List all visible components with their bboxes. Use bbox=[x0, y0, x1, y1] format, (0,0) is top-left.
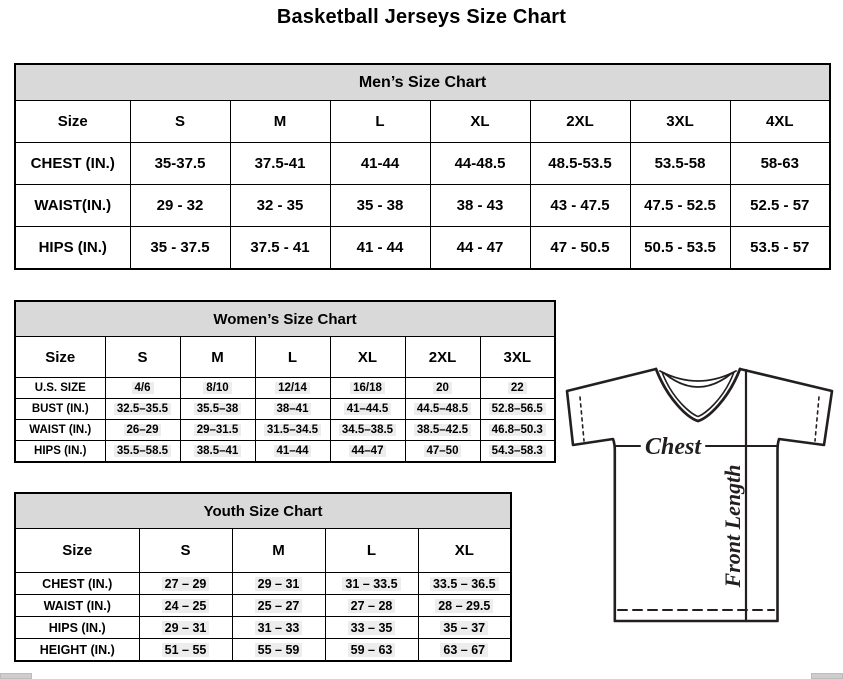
chest-label: Chest bbox=[644, 434, 702, 460]
cell-value: 52.8–56.5 bbox=[489, 403, 546, 415]
cell-value: 35.5–58.5 bbox=[114, 445, 171, 457]
youth-col-header: S bbox=[139, 529, 232, 573]
cell-value: 25 – 27 bbox=[255, 599, 303, 613]
youth-cell bbox=[232, 573, 325, 595]
cell-value: 55 – 59 bbox=[255, 643, 303, 657]
womens-cell bbox=[330, 441, 405, 463]
scroll-right-button[interactable] bbox=[811, 673, 843, 679]
mens-chart-title: Men’s Size Chart bbox=[15, 64, 830, 101]
table-row bbox=[15, 441, 555, 463]
cell-value: 35 – 37 bbox=[440, 621, 488, 635]
mens-row-label: WAIST(IN.) bbox=[15, 185, 130, 227]
mens-cell: 47 - 50.5 bbox=[530, 227, 630, 270]
mens-cell: 38 - 43 bbox=[430, 185, 530, 227]
womens-col-header: XL bbox=[330, 337, 405, 378]
mens-cell: 29 - 32 bbox=[130, 185, 230, 227]
womens-cell bbox=[180, 378, 255, 399]
mens-cell: 53.5-58 bbox=[630, 143, 730, 185]
mens-col-header: 3XL bbox=[630, 101, 730, 143]
cell-value: 29 – 31 bbox=[255, 577, 303, 591]
youth-cell bbox=[325, 639, 418, 662]
youth-size-chart-table bbox=[14, 492, 512, 662]
table-row bbox=[15, 420, 555, 441]
table-row bbox=[15, 227, 830, 270]
mens-col-header: XL bbox=[430, 101, 530, 143]
womens-cell bbox=[105, 378, 180, 399]
womens-cell bbox=[180, 399, 255, 420]
womens-cell bbox=[180, 420, 255, 441]
cell-value: 63 – 67 bbox=[440, 643, 488, 657]
cell-value: 26–29 bbox=[124, 424, 162, 436]
table-row bbox=[15, 378, 555, 399]
youth-chart-title: Youth Size Chart bbox=[15, 493, 511, 529]
womens-row-label: BUST (IN.) bbox=[15, 399, 105, 420]
mens-cell: 52.5 - 57 bbox=[730, 185, 830, 227]
right-cuff-dashed-line bbox=[815, 397, 819, 441]
womens-cell bbox=[330, 399, 405, 420]
womens-cell bbox=[180, 441, 255, 463]
cell-value: 38.5–41 bbox=[194, 445, 242, 457]
womens-cell bbox=[405, 399, 480, 420]
cell-value: 20 bbox=[433, 382, 452, 394]
mens-col-header: M bbox=[230, 101, 330, 143]
mens-cell: 35 - 38 bbox=[330, 185, 430, 227]
mens-cell: 58-63 bbox=[730, 143, 830, 185]
mens-cell: 47.5 - 52.5 bbox=[630, 185, 730, 227]
youth-cell bbox=[232, 617, 325, 639]
cell-value: 16/18 bbox=[350, 382, 385, 394]
table-row bbox=[15, 64, 830, 101]
cell-value: 44.5–48.5 bbox=[414, 403, 471, 415]
mens-cell: 53.5 - 57 bbox=[730, 227, 830, 270]
womens-cell bbox=[330, 420, 405, 441]
youth-row-label: CHEST (IN.) bbox=[15, 573, 139, 595]
table-row bbox=[15, 143, 830, 185]
womens-col-header: 3XL bbox=[480, 337, 555, 378]
youth-cell bbox=[418, 573, 511, 595]
youth-cell bbox=[418, 595, 511, 617]
cell-value: 38.5–42.5 bbox=[414, 424, 471, 436]
youth-cell bbox=[232, 639, 325, 662]
womens-cell bbox=[105, 420, 180, 441]
mens-row-label: HIPS (IN.) bbox=[15, 227, 130, 270]
youth-cell bbox=[232, 595, 325, 617]
womens-row-label: WAIST (IN.) bbox=[15, 420, 105, 441]
cell-value: 44–47 bbox=[349, 445, 387, 457]
womens-cell bbox=[105, 441, 180, 463]
womens-cell bbox=[405, 441, 480, 463]
cell-value: 59 – 63 bbox=[348, 643, 396, 657]
mens-row-label: CHEST (IN.) bbox=[15, 143, 130, 185]
womens-col-header: 2XL bbox=[405, 337, 480, 378]
mens-cell: 35 - 37.5 bbox=[130, 227, 230, 270]
mens-col-header: Size bbox=[15, 101, 130, 143]
cell-value: 35.5–38 bbox=[194, 403, 242, 415]
womens-cell bbox=[255, 399, 330, 420]
mens-cell: 32 - 35 bbox=[230, 185, 330, 227]
womens-col-header: S bbox=[105, 337, 180, 378]
womens-cell bbox=[255, 420, 330, 441]
youth-row-label: HIPS (IN.) bbox=[15, 617, 139, 639]
table-row bbox=[15, 101, 830, 143]
cell-value: 31 – 33 bbox=[255, 621, 303, 635]
table-row bbox=[15, 529, 511, 573]
womens-size-chart-table bbox=[14, 300, 556, 463]
mens-cell: 50.5 - 53.5 bbox=[630, 227, 730, 270]
table-row bbox=[15, 595, 511, 617]
youth-col-header: XL bbox=[418, 529, 511, 573]
cell-value: 32.5–35.5 bbox=[114, 403, 171, 415]
table-row bbox=[15, 493, 511, 529]
mens-cell: 44-48.5 bbox=[430, 143, 530, 185]
front-length-label: Front Length bbox=[720, 464, 745, 588]
youth-cell bbox=[139, 617, 232, 639]
cell-value: 28 – 29.5 bbox=[435, 599, 493, 613]
womens-cell bbox=[255, 378, 330, 399]
table-row bbox=[15, 573, 511, 595]
womens-cell bbox=[405, 378, 480, 399]
womens-cell bbox=[405, 420, 480, 441]
youth-row-label: WAIST (IN.) bbox=[15, 595, 139, 617]
cell-value: 27 – 28 bbox=[348, 599, 396, 613]
youth-cell bbox=[139, 639, 232, 662]
youth-cell bbox=[418, 617, 511, 639]
youth-cell bbox=[325, 573, 418, 595]
youth-cell bbox=[325, 595, 418, 617]
cell-value: 24 – 25 bbox=[162, 599, 210, 613]
cell-value: 51 – 55 bbox=[162, 643, 210, 657]
horizontal-scrollbar[interactable] bbox=[0, 672, 843, 679]
youth-col-header: L bbox=[325, 529, 418, 573]
cell-value: 33 – 35 bbox=[348, 621, 396, 635]
mens-cell: 37.5 - 41 bbox=[230, 227, 330, 270]
cell-value: 34.5–38.5 bbox=[339, 424, 396, 436]
womens-chart-title: Women’s Size Chart bbox=[15, 301, 555, 337]
youth-cell bbox=[418, 639, 511, 662]
table-row bbox=[15, 617, 511, 639]
youth-row-label: HEIGHT (IN.) bbox=[15, 639, 139, 662]
scroll-left-button[interactable] bbox=[0, 673, 32, 679]
cell-value: 41–44 bbox=[274, 445, 312, 457]
mens-cell: 41 - 44 bbox=[330, 227, 430, 270]
jersey-measurement-diagram bbox=[556, 358, 843, 650]
womens-cell bbox=[480, 420, 555, 441]
womens-cell bbox=[330, 378, 405, 399]
womens-row-label: HIPS (IN.) bbox=[15, 441, 105, 463]
womens-col-header: M bbox=[180, 337, 255, 378]
mens-col-header: 2XL bbox=[530, 101, 630, 143]
jersey-outline bbox=[567, 369, 832, 621]
left-cuff-dashed-line bbox=[580, 397, 584, 441]
cell-value: 29 – 31 bbox=[162, 621, 210, 635]
womens-row-label: U.S. SIZE bbox=[15, 378, 105, 399]
youth-cell bbox=[325, 617, 418, 639]
cell-value: 31.5–34.5 bbox=[264, 424, 321, 436]
cell-value: 41–44.5 bbox=[344, 403, 392, 415]
mens-cell: 48.5-53.5 bbox=[530, 143, 630, 185]
womens-cell bbox=[480, 378, 555, 399]
mens-col-header: 4XL bbox=[730, 101, 830, 143]
womens-cell bbox=[255, 441, 330, 463]
table-row bbox=[15, 337, 555, 378]
collar-arc bbox=[664, 373, 732, 387]
youth-cell bbox=[139, 595, 232, 617]
mens-size-chart-table bbox=[14, 63, 831, 270]
cell-value: 12/14 bbox=[275, 382, 310, 394]
cell-value: 27 – 29 bbox=[162, 577, 210, 591]
mens-col-header: L bbox=[330, 101, 430, 143]
youth-cell bbox=[139, 573, 232, 595]
table-row bbox=[15, 185, 830, 227]
cell-value: 29–31.5 bbox=[194, 424, 242, 436]
cell-value: 54.3–58.3 bbox=[489, 445, 546, 457]
womens-cell bbox=[105, 399, 180, 420]
mens-cell: 41-44 bbox=[330, 143, 430, 185]
womens-col-header: L bbox=[255, 337, 330, 378]
cell-value: 31 – 33.5 bbox=[342, 577, 400, 591]
cell-value: 4/6 bbox=[132, 382, 154, 394]
table-row bbox=[15, 399, 555, 420]
mens-cell: 43 - 47.5 bbox=[530, 185, 630, 227]
table-row bbox=[15, 301, 555, 337]
cell-value: 22 bbox=[508, 382, 527, 394]
womens-cell bbox=[480, 441, 555, 463]
womens-cell bbox=[480, 399, 555, 420]
youth-col-header: M bbox=[232, 529, 325, 573]
womens-col-header: Size bbox=[15, 337, 105, 378]
youth-col-header: Size bbox=[15, 529, 139, 573]
table-row bbox=[15, 639, 511, 662]
cell-value: 33.5 – 36.5 bbox=[430, 577, 499, 591]
mens-col-header: S bbox=[130, 101, 230, 143]
cell-value: 8/10 bbox=[203, 382, 231, 394]
cell-value: 38–41 bbox=[274, 403, 312, 415]
mens-cell: 44 - 47 bbox=[430, 227, 530, 270]
mens-cell: 35-37.5 bbox=[130, 143, 230, 185]
page-title: Basketball Jerseys Size Chart bbox=[276, 6, 567, 28]
cell-value: 46.8–50.3 bbox=[489, 424, 546, 436]
mens-cell: 37.5-41 bbox=[230, 143, 330, 185]
cell-value: 47–50 bbox=[424, 445, 462, 457]
